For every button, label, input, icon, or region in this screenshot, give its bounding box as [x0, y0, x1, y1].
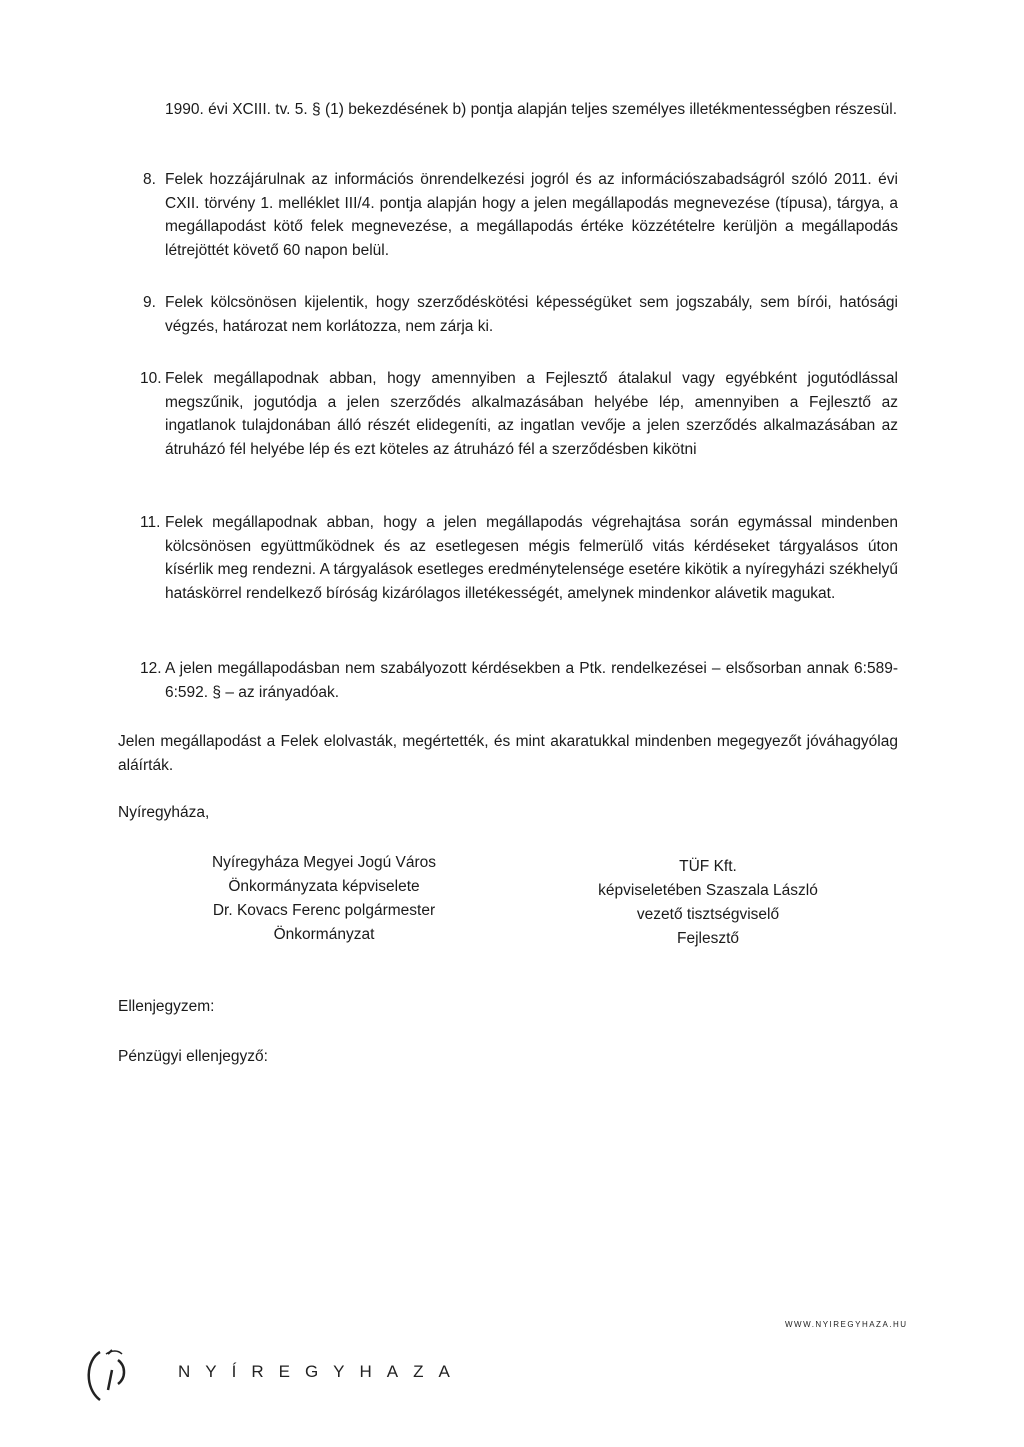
clause-text: Felek hozzájárulnak az információs önrendelkezési jogról és az információszabadságról szóló 2011. évi CXII. törvény 1. melléklet III/4. pontja alapján hogy a jelen megállapodás megnevezése (típusa), tárgya, a megállapodást kötő felek megnevezése, a megállapodás értéke közzétételre kerüljön a megállapodás létrejöttét követő 60 napon belül. [165, 171, 898, 259]
clause-8 [143, 168, 898, 262]
clause-text: Felek megállapodnak abban, hogy a jelen megállapodás végrehajtása során egymással mindenben kölcsönösen együttműködnek és az esetlegesen mégis felmerülő vitás kérdéseket tárgyalásos úton kísérlik meg rendezni. A tárgyalások esetleges eredménytelensége esetére kikötik a nyíregyházi székhelyű hatáskörrel rendelkező bíróság kizárólagos illetékességét, amelynek mindenkor alávetik magukat. [165, 514, 898, 602]
signatory-line: vezető tisztségviselő [636, 906, 780, 923]
footer-brand: NYÍREGYHAZA [178, 1362, 465, 1381]
footer-url: WWW.NYIREGYHAZA.HU [785, 1320, 908, 1329]
clause-number: 11. [140, 514, 161, 531]
clause-text: Felek megállapodnak abban, hogy amennyiben a Fejlesztő átalakul vagy egyébként jogutódlással megszűnik, jogutódja a jelen szerződés alkalmazásában helyébe lép, amennyiben a Fejlesztő az ingatlanok tulajdonában álló részét elidegeníti, az ingatlan vevője a jelen szerződés alkalmazásában az átruházó fél helyébe lép és ezt köteles az átruházó fél a szerződésben kikötni [165, 370, 898, 458]
signatory-line: Önkormányzat [273, 926, 375, 943]
signatory-line: Önkormányzata képviselete [228, 878, 420, 895]
intro-paragraph: 1990. évi XCIII. tv. 5. § (1) bekezdésének b) pontja alapján teljes személyes illetékmentességben részesül. [165, 101, 898, 118]
clause-number: 8. [143, 171, 156, 188]
signatory-right [548, 855, 868, 951]
financial-countersign-label: Pénzügyi ellenjegyző: [118, 1048, 268, 1065]
clause-12 [140, 657, 898, 704]
closing-paragraph: Jelen megállapodást a Felek elolvasták, megértették, és mint akaratukkal mindenben megegyezőt jóváhagyólag aláírták. [118, 733, 898, 774]
signatory-line: képviseletében Szaszala László [598, 882, 818, 899]
signatory-line: Nyíregyháza Megyei Jogú Város [211, 854, 436, 871]
clause-11 [140, 511, 898, 605]
clause-number: 10. [140, 370, 162, 387]
signatory-line: Dr. Kovacs Ferenc polgármester [212, 902, 436, 919]
clause-number: 12. [140, 660, 162, 677]
clause-9 [143, 291, 898, 338]
clause-text: Felek kölcsönösen kijelentik, hogy szerződéskötési képességüket sem jogszabály, sem bírói, hatósági végzés, határozat nem korlátozza, nem zárja ki. [165, 294, 898, 335]
clause-number: 9. [143, 294, 156, 311]
clause-text: A jelen megállapodásban nem szabályozott kérdésekben a Ptk. rendelkezései – elsősorban annak 6:589-6:592. § – az irányadóak. [165, 660, 898, 701]
signatory-line: Fejlesztő [676, 930, 740, 947]
clause-10 [140, 367, 898, 461]
countersign-label: Ellenjegyzem: [118, 998, 215, 1015]
place-line: Nyíregyháza, [118, 804, 210, 821]
signatory-left [164, 851, 484, 947]
city-logo-icon [78, 1340, 148, 1410]
signatory-line: TÜF Kft. [679, 858, 737, 875]
